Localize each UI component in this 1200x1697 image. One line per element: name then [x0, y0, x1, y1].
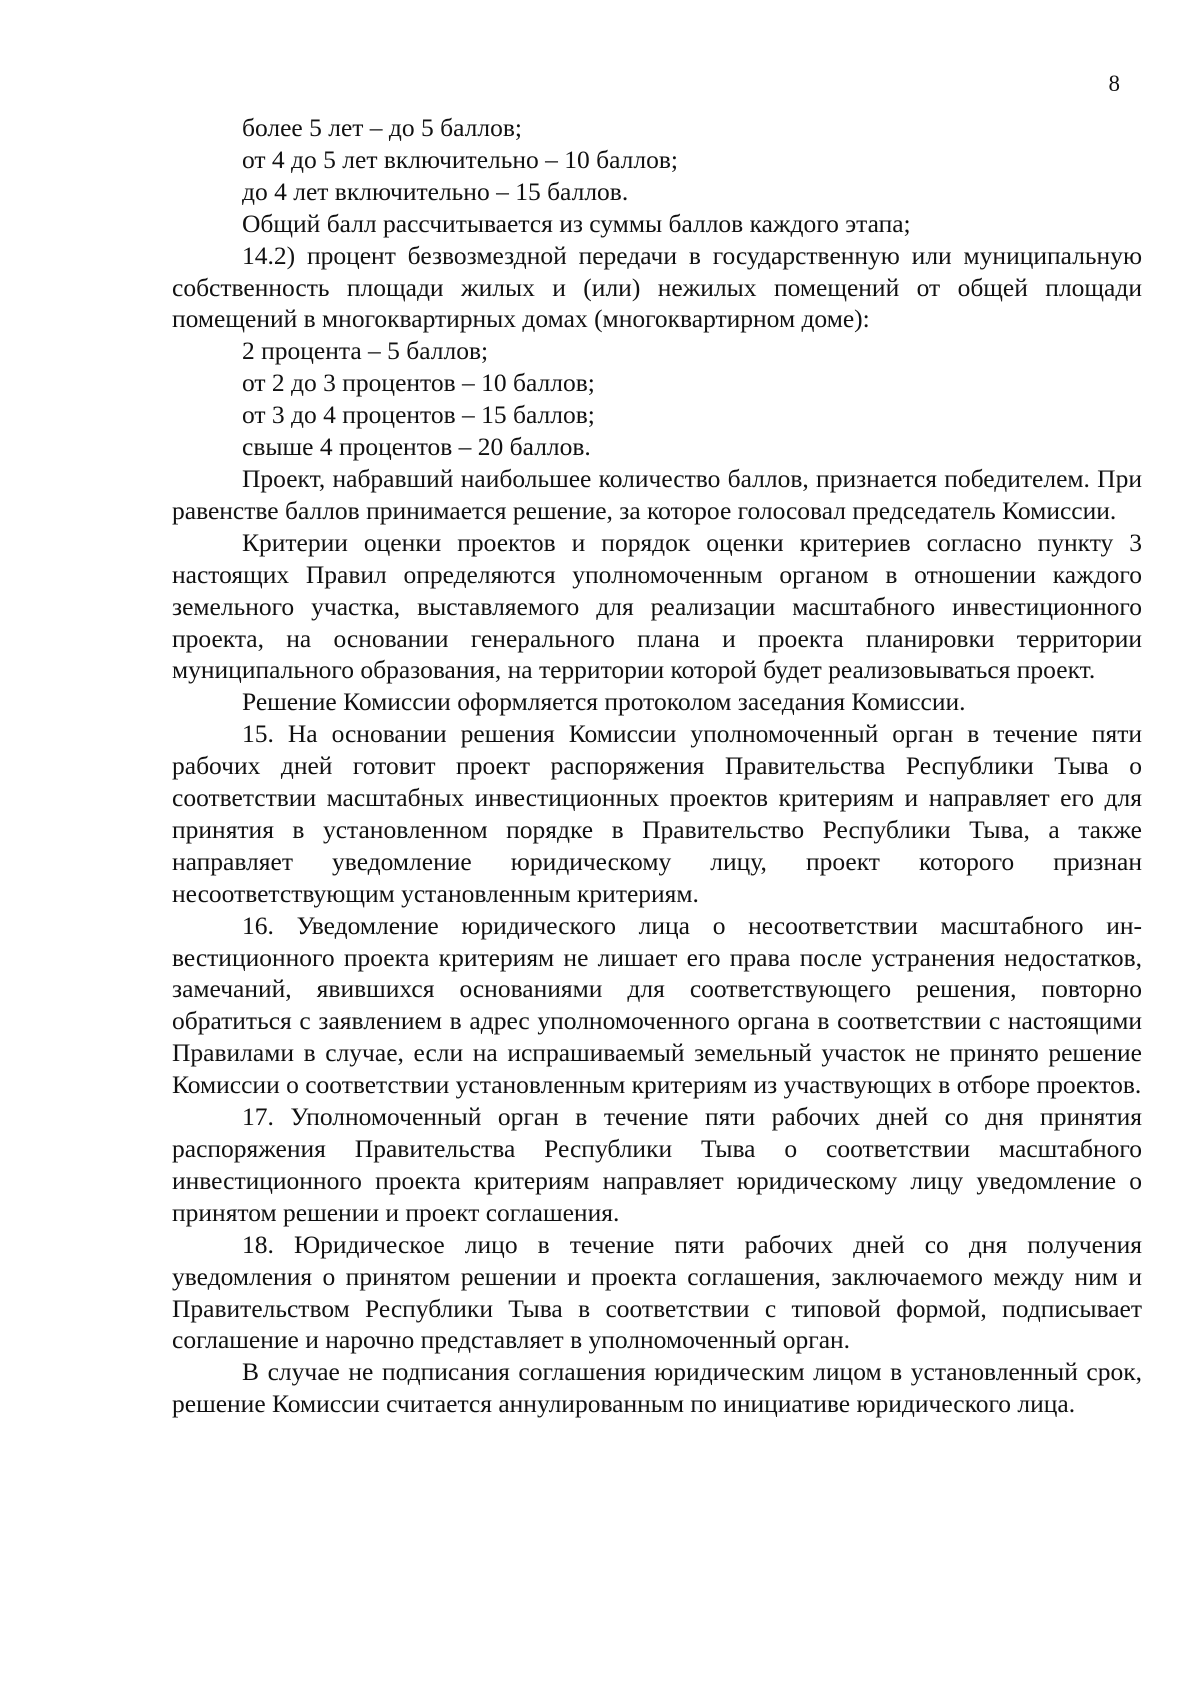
- page-number: 8: [1108, 71, 1120, 96]
- score-item-3-to-4-percent: от 3 до 4 процентов – 15 баллов;: [242, 400, 595, 430]
- clause-15-paragraph: 15. На основании решения Комиссии уполномоченный орган в течение пяти рабочих дней готовит проект распоряжения Правительства Республики Тыва о соответствии масштабных инвестиционных проектов критериям и направляет его для принятия в установленном порядке в Правительство Республики Тыва, а также направляет уведомление юридическому лицу, проект которого признан несоответствующим установленным критериям.: [172, 719, 1142, 908]
- score-item-2-to-3-percent: от 2 до 3 процентов – 10 баллов;: [242, 368, 595, 398]
- clause-17-paragraph: 17. Уполномоченный орган в течение пяти рабочих дней со дня принятия распоряжения Правительства Республики Тыва о соответствии масштабного инвестиционного проекта критериям направляет юридическому лицу уведомление о принятом решении и проект соглашения.: [172, 1102, 1142, 1227]
- clause-16-paragraph: 16. Уведомление юридического лица о несоответствии масштабного инвестиционного проекта критериям не лишает его права после устранения недостатков, замечаний, явившихся основаниями для соответствующего решения, повторно обратиться с заявлением в адрес уполномоченного органа в соответствии с настоящими Правилами в случае, если на испрашиваемый земельный участок не принято решение Комиссии о соответствии установленным критериям из участвующих в отборе проектов.: [172, 910, 1142, 1100]
- document-body: [172, 112, 1142, 1420]
- protocol-paragraph: Решение Комиссии оформляется протоколом заседания Комиссии.: [242, 687, 966, 717]
- score-item-over-4-percent: свыше 4 процентов – 20 баллов.: [242, 432, 591, 462]
- score-item-4-to-5-years: от 4 до 5 лет включительно – 10 баллов;: [242, 144, 678, 174]
- annulment-paragraph: В случае не подписания соглашения юридическим лицом в установленный срок, решение Комиссии считается аннулированным по инициативе юридического лица.: [172, 1357, 1142, 1419]
- winner-paragraph: Проект, набравший наибольшее количество баллов, признается победителем. При равенстве баллов принимается решение, за которое голосовал председатель Комиссии.: [172, 463, 1142, 525]
- score-item-up-to-4-years: до 4 лет включительно – 15 баллов.: [242, 176, 629, 206]
- score-item-more-than-5-years: более 5 лет – до 5 баллов;: [242, 113, 523, 142]
- criteria-paragraph: Критерии оценки проектов и порядок оценки критериев согласно пункту 3 настоящих Правил определяются уполномоченным органом в отношении каждого земельного участка, выставляемого для реализации масштабного инвестиционного проекта, на основании генерального плана и проекта планировки территории муниципального образования, на территории которой будет реализовываться проект.: [172, 527, 1142, 685]
- clause-14-2-paragraph: 14.2) процент безвозмездной передачи в государственную или муниципальную собственность площади жилых и (или) нежилых помещений от общей площади помещений в многоквартирных домах (многоквартирном доме):: [172, 240, 1142, 334]
- clause-18-paragraph: 18. Юридическое лицо в течение пяти рабочих дней со дня получения уведомления о принятом решении и проекта соглашения, заключаемого между ним и Правительством Республики Тыва в соответствии с типовой формой, подписывает соглашение и нарочно представляет в уполномоченный орган.: [172, 1229, 1142, 1355]
- total-score-paragraph: Общий балл рассчитывается из суммы баллов каждого этапа;: [242, 208, 911, 238]
- score-item-2-percent: 2 процента – 5 баллов;: [242, 336, 489, 366]
